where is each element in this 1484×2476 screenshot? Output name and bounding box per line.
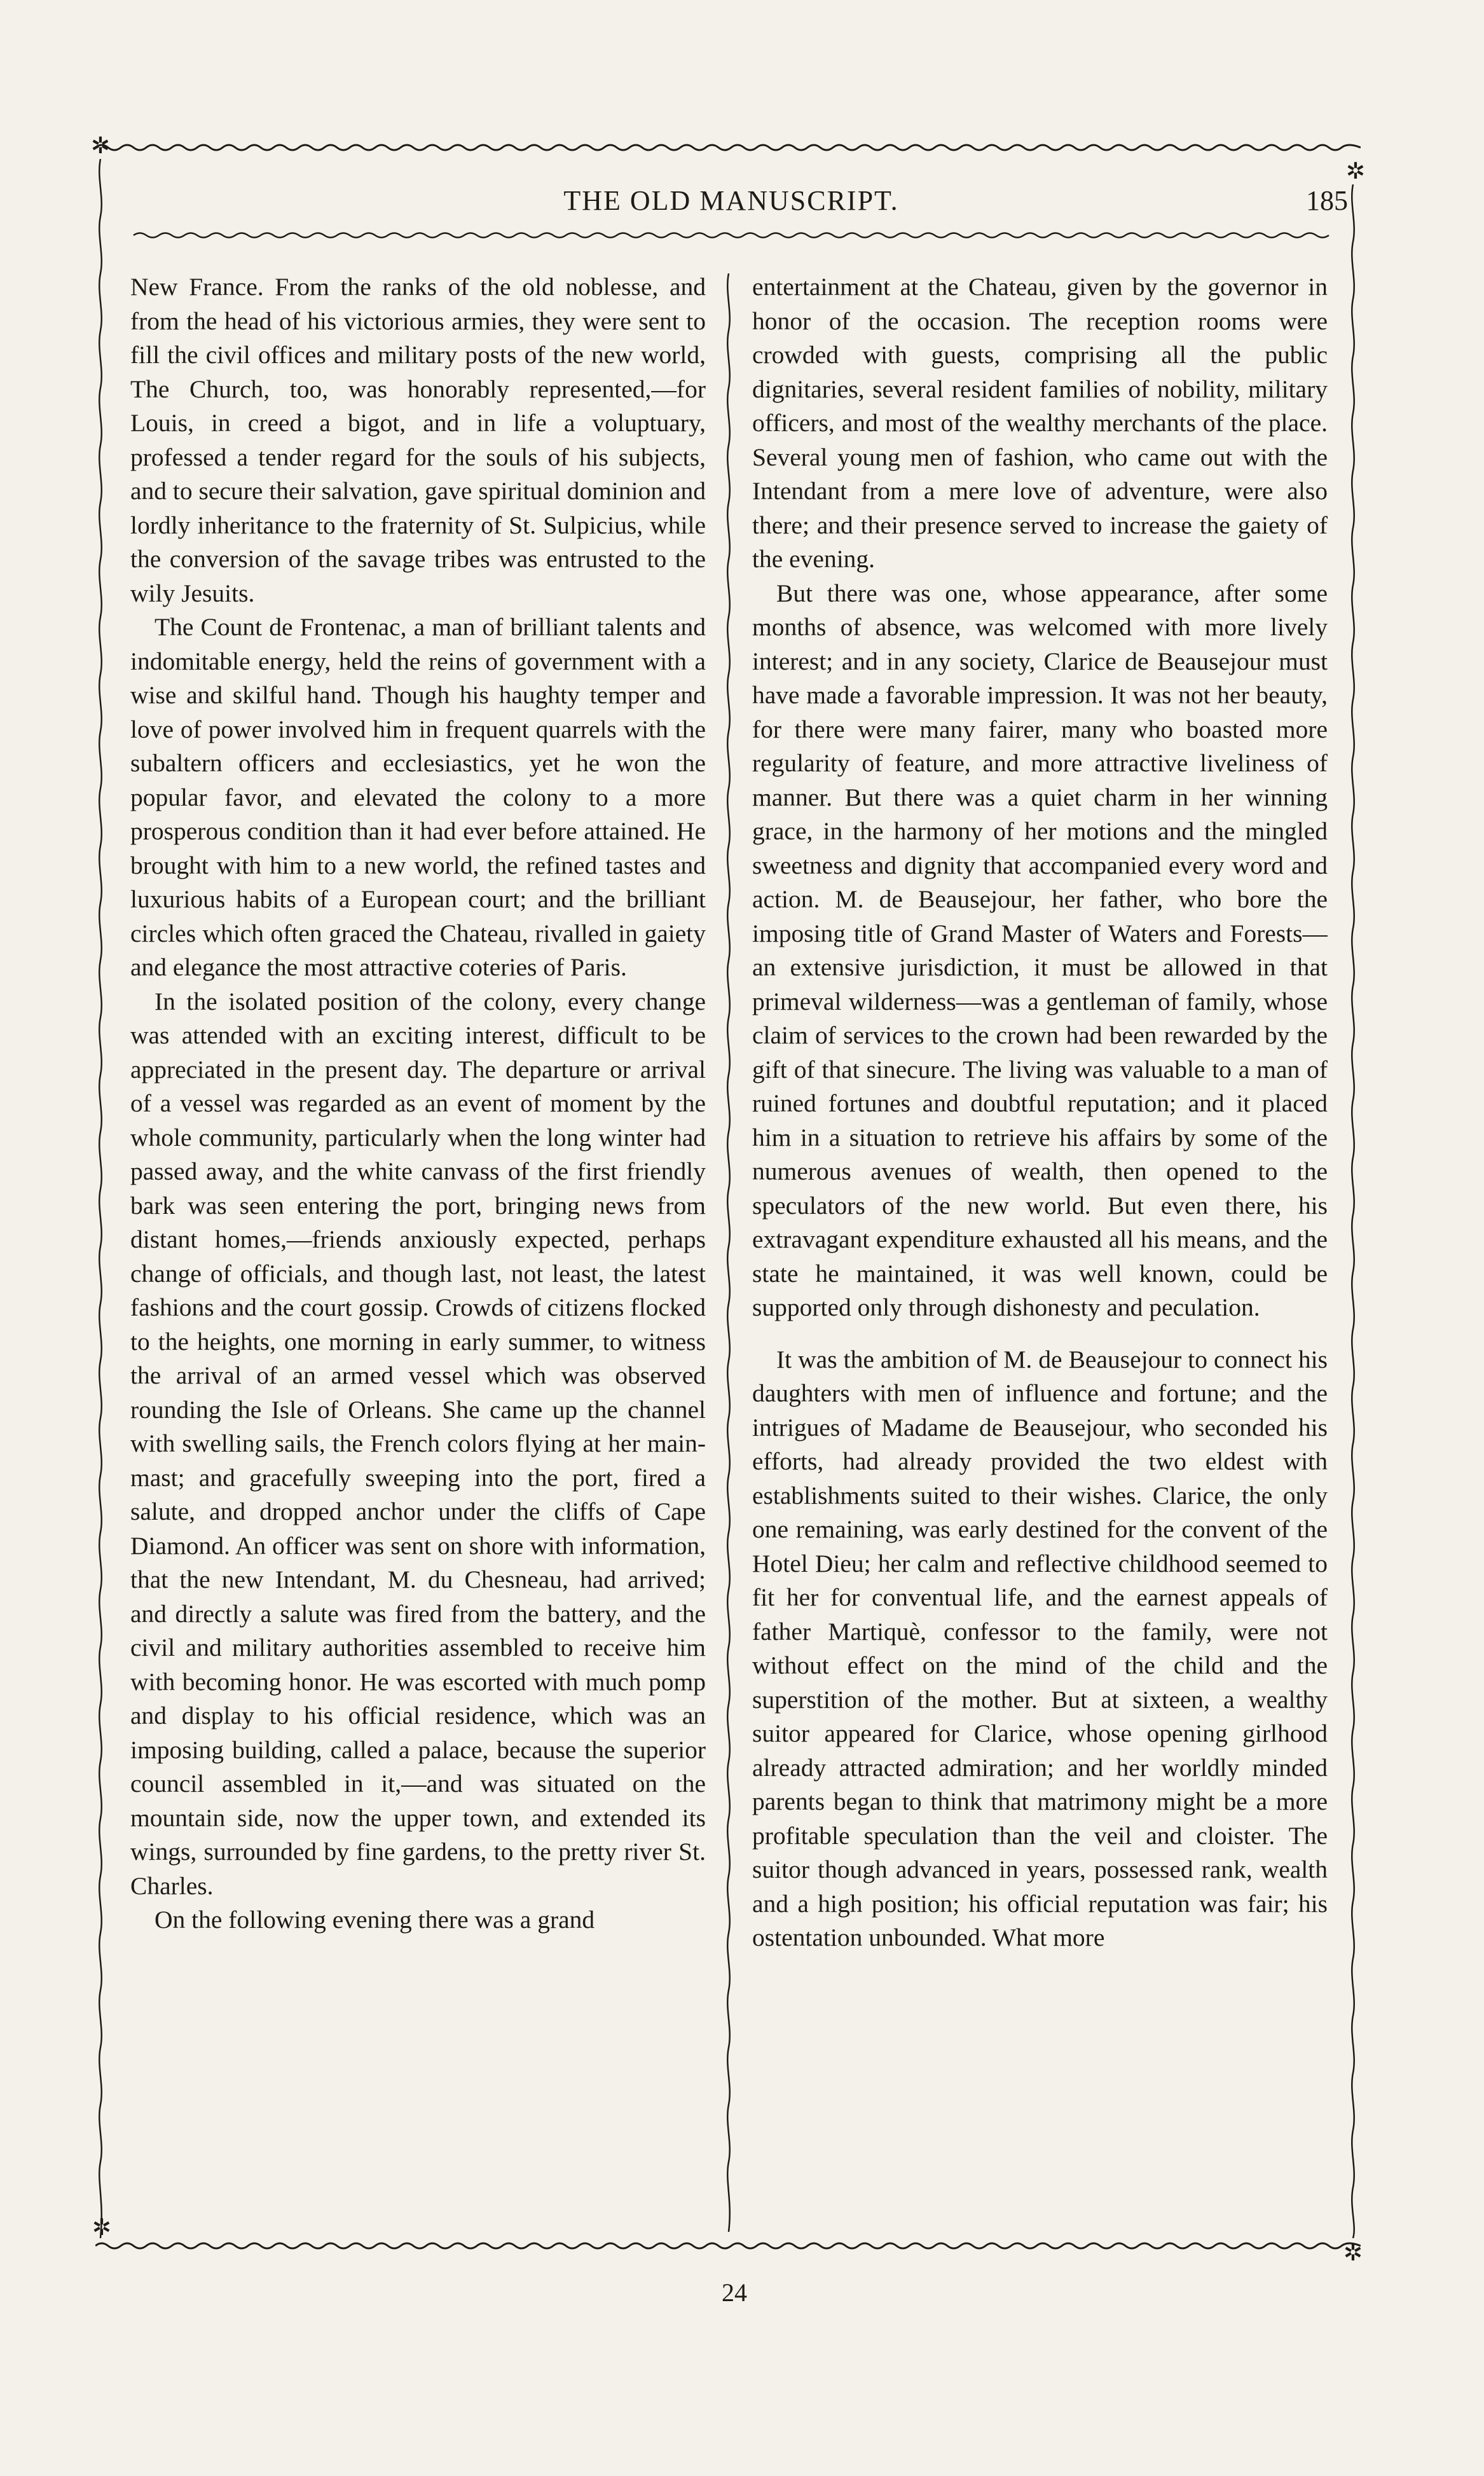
paragraph: entertainment at the Chateau, given by the governor in honor of the occasion. The reception rooms were crowded with guests, comprising all the public dignitaries, several resident families of nobility, military officers, and most of the wealthy merchants of the place. Several young men of fashion, who came out with the Intendant from a mere love of adventure, were also there; and their presence served to increase the gaiety of the evening. xyxy=(752,273,1328,573)
paragraph: New France. From the ranks of the old noblesse, and from the head of his victorious armies, they were sent to fill the civil offices and military posts of the new world, The Church, too, was honorably represented,—for Louis, in creed a bigot, and in life a voluptuary, professed a tender regard for the souls of his subjects, and to secure their salvation, gave spiritual dominion and lordly inheritance to the fraternity of St. Sulpicius, while the conversion of the savage tribes was entrusted to the wily Jesuits. xyxy=(130,273,706,607)
right-wavy-border xyxy=(1348,184,1358,2238)
page-number: 185 xyxy=(1306,185,1348,216)
paragraph: But there was one, whose appearance, after some months of absence, was welcomed with more lively interest; and in any society, Clarice de Beausejour must have made a favorable impression. It was not her beauty, for there were many fairer, many who boasted more regularity of feature, and more attractive liveliness of manner. But there was a quiet charm in her winning grace, in the harmony of her motions and the mingled sweetness and dignity that accompanied every word and action. M. de Beausejour, her father, who bore the imposing title of Grand Master of Waters and Forests—an extensive jurisdiction, it must be allowed in that primeval wilderness—was a gentleman of family, whose claim of services to the crown had been rewarded by the gift of that sinecure. The living was valuable to a man of ruined fortunes and doubtful reputation; and it placed him in a situation to retrieve his affairs by some of the numerous avenues of wealth, then opened to the speculators of the new world. But even there, his extravagant expenditure exhausted all his means, and the state he maintained, it was well known, could be supported only through dishonesty and peculation. xyxy=(752,579,1328,1321)
paragraph: It was the ambition of M. de Beausejour to connect his daughters with men of influence and fortune; and the intrigues of Madame de Beausejour, who seconded his efforts, had already provided the two eldest with establishments suited to their wishes. Clarice, the only one remaining, was early destined for the convent of the Hotel Dieu; her calm and reflective childhood seemed to fit her for conventual life, and the earnest appeals of father Martiquè, confessor to the family, were not without effect on the mind of the child and the superstition of the mother. But at sixteen, a wealthy suitor appeared for Clarice, whose opening girlhood already attracted admiration; and her worldly minded parents began to think that matrimony might be a more profitable speculation than the veil and cloister. The suitor though advanced in years, possessed rank, wealth and a high position; his official reputation was fair; his ostentation unbounded. What more xyxy=(752,1345,1328,1951)
left-text-column xyxy=(130,270,706,2229)
corner-ornament-icon: ✲ xyxy=(1343,2240,1363,2266)
column-divider xyxy=(724,273,734,2232)
top-wavy-border xyxy=(95,139,1361,156)
paragraph: The Count de Frontenac, a man of brilliant talents and indomitable energy, held the reins of government with a wise and skilful hand. Though his haughty temper and love of power involved him in frequent quarrels with the subaltern officers and ecclesiastics, yet he won the popular favor, and elevated the colony to a more prosperous condition than it had ever before attained. He brought with him to a new world, the refined tastes and luxurious habits of a European court; and the brilliant circles which often graced the Chateau, rivalled in gaiety and elegance the most attractive coteries of Paris. xyxy=(130,613,706,981)
bottom-wavy-border xyxy=(95,2237,1361,2255)
signature-mark: 24 xyxy=(722,2278,747,2307)
header-wavy-rule xyxy=(95,226,1361,244)
paragraph: On the following evening there was a grand xyxy=(155,1906,595,1934)
corner-ornament-icon: ✲ xyxy=(92,2215,112,2241)
left-wavy-border xyxy=(95,159,106,2238)
running-title: THE OLD MANUSCRIPT. xyxy=(563,185,899,216)
right-text-column xyxy=(752,270,1328,2229)
corner-ornament-icon: ✲ xyxy=(1345,158,1366,184)
corner-ornament-icon: ✲ xyxy=(90,133,111,159)
paragraph: In the isolated position of the colony, every change was attended with an exciting interest, difficult to be appreciated in the present day. The departure or arrival of a vessel was regarded as an event of moment by the whole community, particularly when the long winter had passed away, and the white canvass of the first friendly bark was seen entering the port, bringing news from distant homes,—friends anxiously expected, perhaps change of officials, and though last, not least, the latest fashions and the court gossip. Crowds of citizens flocked to the heights, one morning in early summer, to witness the arrival of an armed vessel which was observed rounding the Isle of Orleans. She came up the channel with swelling sails, the French colors flying at her main-mast; and gracefully sweeping into the port, fired a salute, and dropped anchor under the cliffs of Cape Diamond. An officer was sent on shore with information, that the new Intendant, M. du Chesneau, had arrived; and directly a salute was fired from the battery, and the civil and military authorities assembled to receive him with becoming honor. He was escorted with much pomp and display to his official residence, which was an imposing building, called a palace, because the superior council assembled in it,—and was situated on the mountain side, now the upper town, and extended its wings, surrounded by fine gardens, to the pretty river St. Charles. xyxy=(130,987,706,1900)
